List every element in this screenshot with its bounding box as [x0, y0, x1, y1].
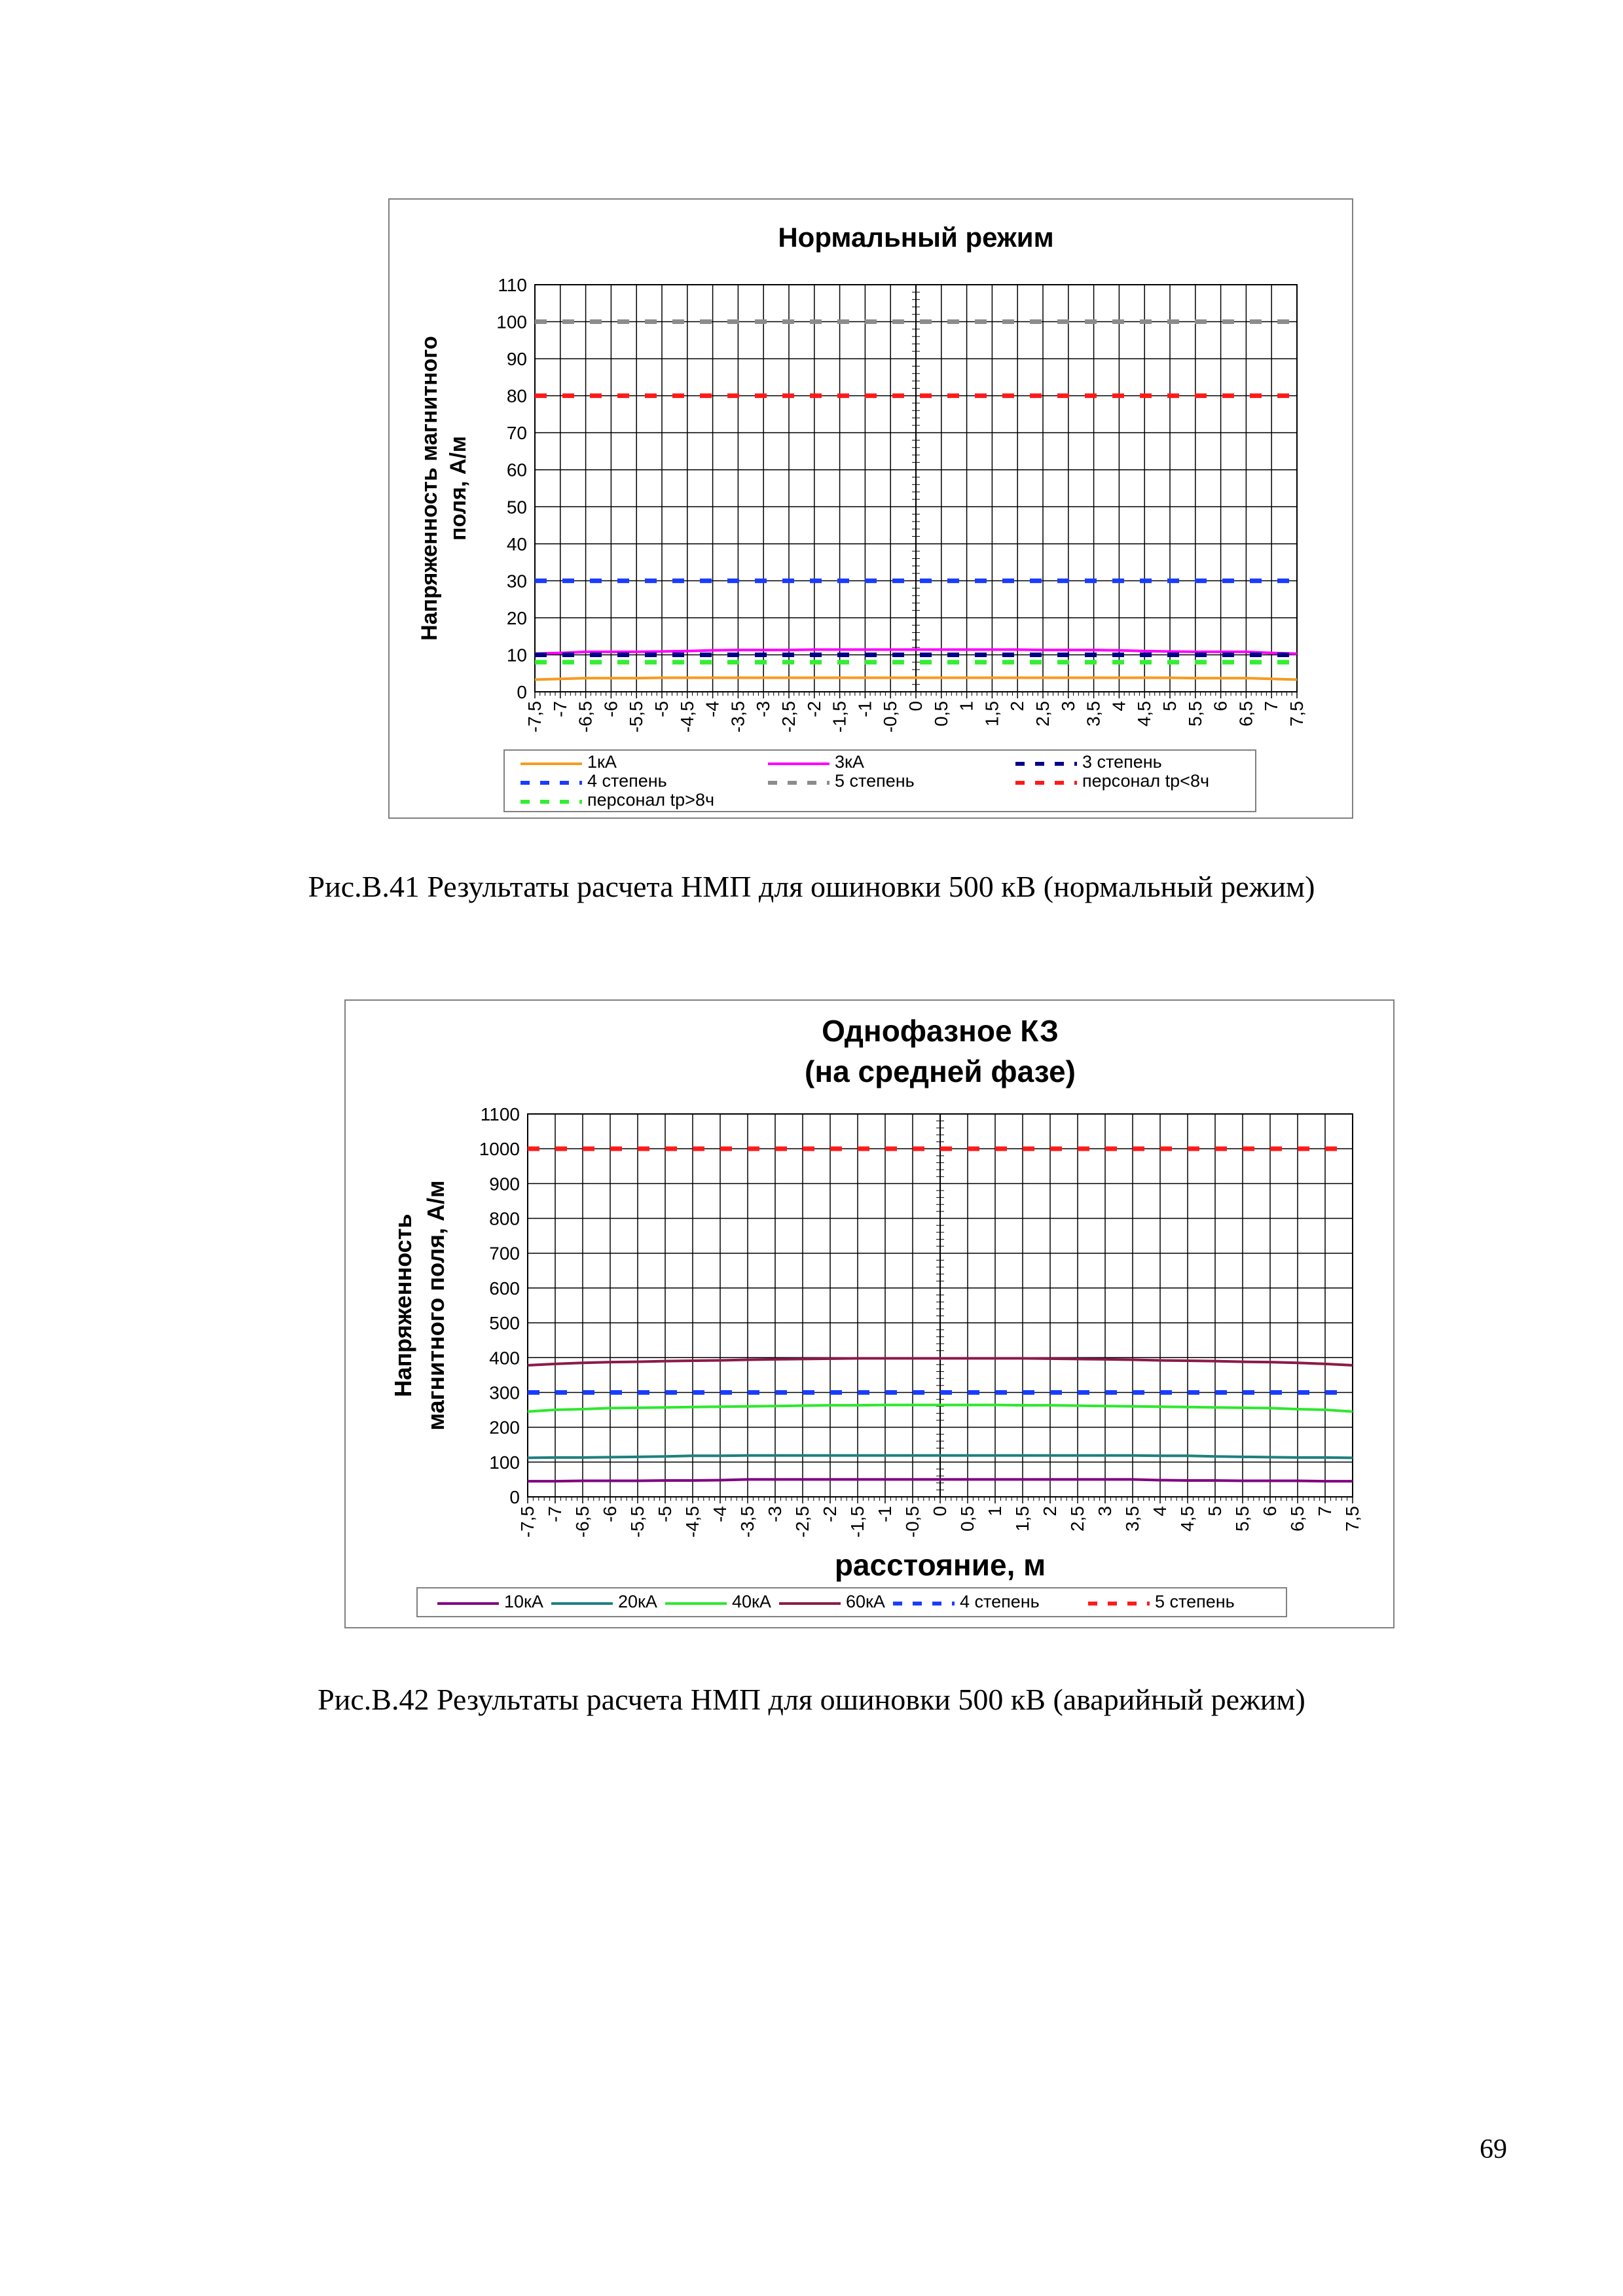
legend-label-3-stepen: 3 степень	[1082, 752, 1162, 772]
y-tick-label: 90	[506, 349, 527, 370]
x-tick-label: -7	[545, 1506, 565, 1522]
figure-caption-2: Рис.В.42 Результаты расчета НМП для ошиновки 500 кВ (аварийный режим)	[318, 1683, 1305, 1716]
x-tick-label: -1	[875, 1506, 895, 1522]
x-tick-label: 4	[1150, 1506, 1170, 1516]
y-tick-label: 1100	[480, 1104, 520, 1124]
x-tick-label: 1	[956, 701, 977, 711]
legend-label-60ka: 60кА	[846, 1592, 885, 1611]
chart-title: (на средней фазе)	[805, 1054, 1076, 1088]
y-axis-label: Напряженность магнитного	[417, 336, 442, 641]
x-tick-label: 0	[930, 1506, 950, 1516]
chart-single-phase-fault	[346, 1001, 1396, 1630]
x-tick-label: 4,5	[1134, 701, 1155, 726]
page-number: 69	[1480, 2134, 1507, 2164]
x-tick-label: -5	[655, 1506, 675, 1522]
legend-label-4-stepen-fault: 4 степень	[960, 1592, 1040, 1611]
x-tick-label: 2	[1040, 1506, 1060, 1516]
x-tick-label: 7,5	[1342, 1506, 1362, 1532]
y-axis-label: магнитного поля, А/м	[422, 1180, 449, 1431]
x-tick-label: 6	[1210, 701, 1231, 711]
y-tick-label: 0	[509, 1487, 520, 1507]
legend-label-40ka: 40кА	[732, 1592, 771, 1611]
legend-label-1ka: 1кА	[587, 752, 617, 772]
legend-swatch-4-stepen-fault	[893, 1602, 955, 1605]
legend-swatch-4-stepen	[520, 781, 582, 785]
x-tick-label: 1	[985, 1506, 1005, 1516]
legend-swatch-5-stepen	[768, 781, 830, 785]
x-tick-label: -6	[600, 1506, 620, 1522]
x-tick-label: 6,5	[1235, 701, 1256, 726]
x-tick-label: -0,5	[880, 701, 901, 733]
chart-frame-normal	[388, 198, 1353, 819]
chart-title: Нормальный режим	[778, 222, 1054, 253]
y-tick-label: 600	[489, 1278, 520, 1299]
x-tick-label: 1,5	[1012, 1506, 1032, 1532]
x-tick-label: -1,5	[847, 1506, 867, 1538]
legend-swatch-40ka	[665, 1602, 727, 1605]
y-tick-label: 110	[498, 275, 527, 295]
x-tick-label: 5	[1159, 701, 1180, 711]
x-tick-label: 2,5	[1067, 1506, 1087, 1532]
legend-swatch-3ka	[768, 762, 830, 765]
x-tick-label: -2	[803, 701, 824, 717]
x-tick-label: -7,5	[517, 1506, 538, 1538]
x-tick-label: 0	[905, 701, 926, 711]
legend-swatch-personal-lt8	[1015, 781, 1077, 785]
x-tick-label: -1	[854, 701, 875, 717]
chart-title: Однофазное КЗ	[822, 1014, 1059, 1048]
y-tick-label: 700	[489, 1243, 520, 1264]
x-tick-label: -5,5	[626, 701, 647, 733]
x-tick-label: -6,5	[575, 701, 596, 733]
x-tick-label: 0,5	[930, 701, 951, 726]
x-tick-label: 7	[1261, 701, 1282, 711]
x-tick-label: -5,5	[627, 1506, 647, 1538]
legend-fault	[416, 1587, 1287, 1617]
x-tick-label: -2,5	[792, 1506, 812, 1538]
x-tick-label: 3	[1057, 701, 1078, 711]
y-axis-label: Напряженность	[390, 1213, 416, 1397]
x-tick-label: 1,5	[981, 701, 1002, 726]
y-tick-label: 400	[489, 1348, 520, 1369]
x-tick-label: -3,5	[737, 1506, 757, 1538]
x-tick-label: 6	[1260, 1506, 1280, 1516]
y-axis-label: поля, А/м	[446, 436, 471, 541]
legend-label-4-stepen: 4 степень	[587, 771, 667, 791]
y-tick-label: 70	[506, 423, 527, 444]
y-tick-label: 40	[506, 533, 527, 554]
y-tick-label: 100	[489, 1452, 520, 1473]
y-tick-label: 900	[489, 1174, 520, 1194]
x-tick-label: 3,5	[1083, 701, 1104, 726]
x-tick-label: 6,5	[1287, 1506, 1307, 1532]
legend-label-20ka: 20кА	[618, 1592, 657, 1611]
x-tick-label: 3,5	[1122, 1506, 1142, 1532]
x-tick-label: 5	[1205, 1506, 1225, 1516]
x-tick-label: 0,5	[957, 1506, 977, 1532]
legend-swatch-10ka	[437, 1602, 499, 1605]
x-tick-label: -3	[765, 1506, 785, 1522]
x-tick-label: -4	[710, 1506, 730, 1522]
x-tick-label: -7,5	[524, 701, 545, 733]
x-tick-label: -4,5	[676, 701, 697, 733]
y-tick-label: 100	[496, 312, 527, 332]
x-tick-label: -4	[702, 701, 723, 717]
y-tick-label: 1000	[479, 1139, 520, 1160]
x-tick-label: -6,5	[572, 1506, 593, 1538]
chart-normal-mode	[390, 200, 1355, 820]
x-tick-label: 4	[1108, 701, 1129, 711]
x-axis-label: расстояние, м	[834, 1548, 1046, 1582]
legend-label-3ka: 3кА	[835, 752, 864, 772]
x-tick-label: -3,5	[727, 701, 748, 733]
y-tick-label: 50	[506, 497, 527, 518]
legend-label-5-stepen: 5 степень	[835, 771, 915, 791]
legend-label-10ka: 10кА	[504, 1592, 543, 1611]
y-tick-label: 80	[506, 386, 527, 406]
y-tick-label: 0	[517, 682, 527, 702]
x-tick-label: 2,5	[1032, 701, 1053, 726]
legend-swatch-60ka	[779, 1602, 841, 1605]
x-tick-label: -2	[820, 1506, 840, 1522]
x-tick-label: 3	[1095, 1506, 1115, 1516]
y-tick-label: 300	[489, 1382, 520, 1403]
x-tick-label: -5	[651, 701, 672, 717]
legend-label-5-stepen-fault: 5 степень	[1155, 1592, 1235, 1611]
x-tick-label: -2,5	[778, 701, 799, 733]
y-tick-label: 10	[506, 645, 527, 666]
legend-label-personal-lt8: персонал tр<8ч	[1082, 771, 1210, 791]
y-tick-label: 60	[506, 459, 527, 480]
figure-caption-1: Рис.В.41 Результаты расчета НМП для ошиновки 500 кВ (нормальный режим)	[308, 870, 1315, 903]
x-tick-label: 7,5	[1286, 701, 1307, 726]
x-tick-label: -3	[753, 701, 774, 717]
legend-swatch-1ka	[520, 762, 582, 765]
x-tick-label: -1,5	[829, 701, 850, 733]
legend-normal	[503, 749, 1256, 812]
y-tick-label: 20	[506, 607, 527, 628]
x-tick-label: 7	[1315, 1506, 1335, 1516]
y-tick-label: 200	[489, 1417, 520, 1438]
x-tick-label: -0,5	[902, 1506, 922, 1538]
y-tick-label: 30	[506, 571, 527, 592]
x-tick-label: 5,5	[1184, 701, 1205, 726]
chart-frame-fault	[344, 999, 1395, 1628]
x-tick-label: -6	[600, 701, 621, 717]
x-tick-label: -4,5	[682, 1506, 702, 1538]
legend-swatch-20ka	[551, 1602, 613, 1605]
x-tick-label: 4,5	[1177, 1506, 1197, 1532]
x-tick-label: 2	[1007, 701, 1028, 711]
y-tick-label: 800	[489, 1208, 520, 1229]
legend-swatch-personal-gt8	[520, 800, 582, 804]
x-tick-label: -7	[549, 701, 570, 717]
legend-swatch-5-stepen-fault	[1088, 1602, 1150, 1605]
x-tick-label: 5,5	[1232, 1506, 1252, 1532]
legend-swatch-3-stepen	[1015, 762, 1077, 766]
y-tick-label: 500	[489, 1313, 520, 1334]
legend-label-personal-gt8: персонал tр>8ч	[587, 790, 715, 810]
